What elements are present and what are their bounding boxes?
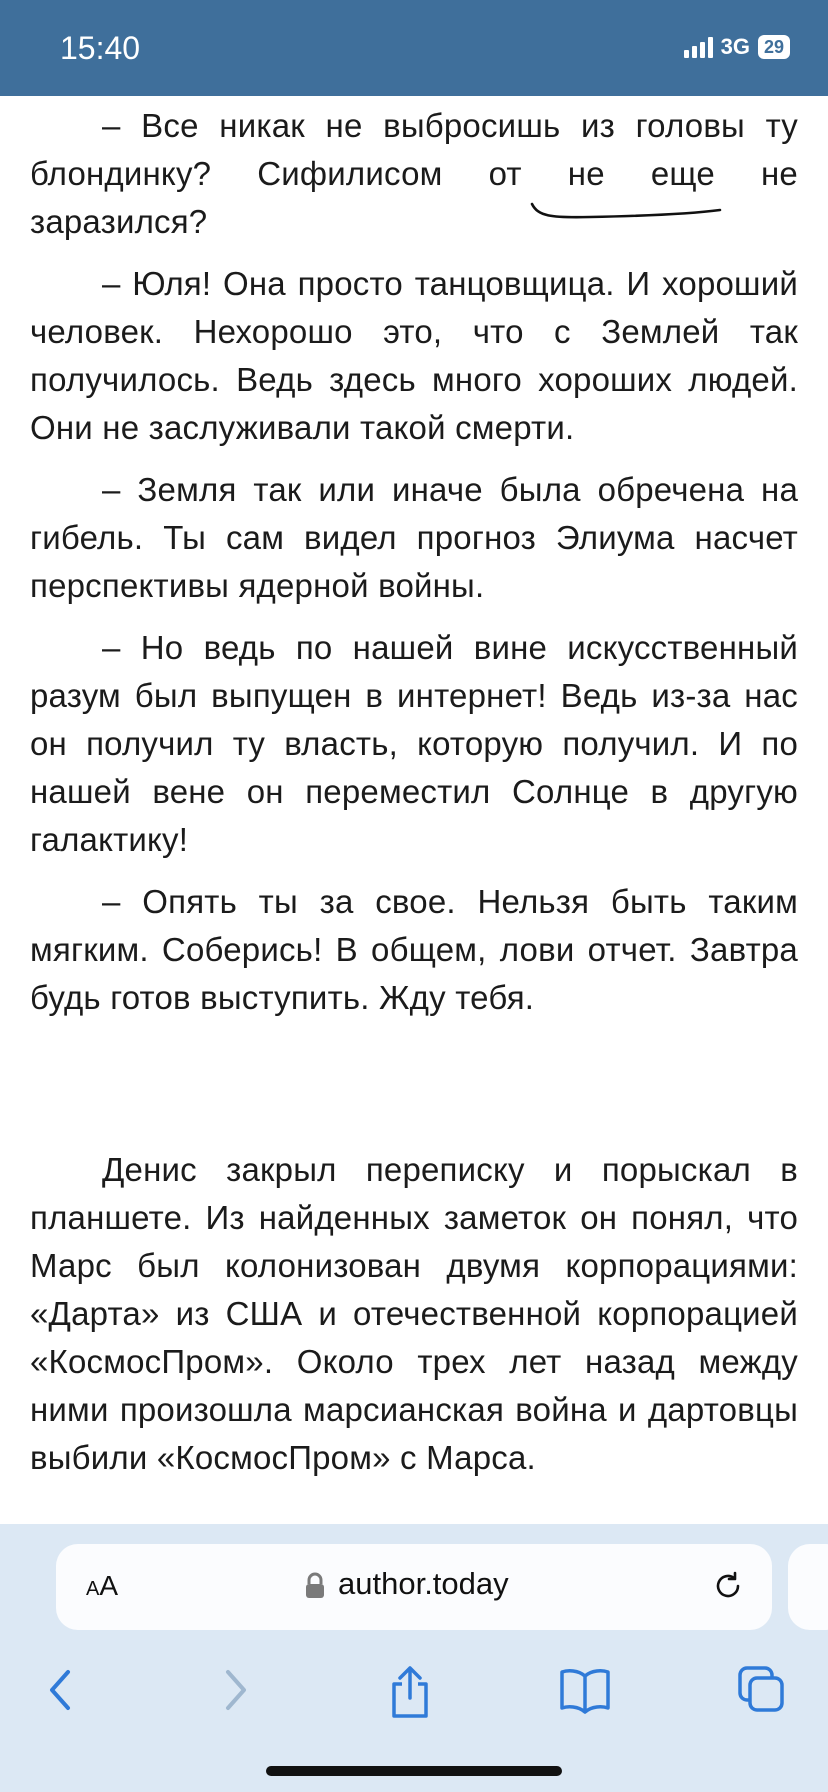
article-content: [30, 96, 798, 1524]
url-text: author.today: [338, 1566, 509, 1601]
browser-toolbar: [0, 1654, 828, 1734]
chevron-right-icon[interactable]: [218, 1664, 254, 1716]
paragraph: – Но ведь по нашей вине искусственный разум был выпущен в интернет! Ведь из-за нас он получил ту власть, которую получил. И по нашей вене он переместил Солнце в другую галактику!: [30, 629, 798, 858]
tabs-icon[interactable]: [736, 1664, 788, 1716]
chevron-left-icon[interactable]: [42, 1664, 78, 1716]
network-type: 3G: [720, 34, 750, 59]
battery-level: 29: [758, 35, 790, 59]
browser-bottom-bar: [0, 1524, 828, 1792]
home-indicator: [266, 1766, 562, 1776]
lock-icon: [304, 1572, 326, 1600]
paragraph: – Юля! Она просто танцовщица. И хороший человек. Нехорошо это, что с Землей так получилось. Ведь здесь много хороших людей. Они не заслуживали такой смерти.: [30, 265, 798, 446]
status-time: 15:40: [60, 30, 141, 66]
paragraph: – Опять ты за свое. Нельзя быть таким мягким. Соберись! В общем, лови отчет. Завтра будь готов выступить. Жду тебя.: [30, 883, 798, 1016]
handwritten-underline-mark: [530, 200, 724, 224]
text-size-button[interactable]: AA: [86, 1570, 119, 1601]
reload-icon[interactable]: [710, 1568, 746, 1604]
paragraph: – Все никак не выбросишь из головы ту блондинку? Сифилисом от не еще не заразился?: [30, 107, 798, 240]
next-tab-peek[interactable]: [788, 1544, 828, 1630]
signal-icon: [684, 36, 713, 58]
paragraph: – Земля так или иначе была обречена на гибель. Ты сам видел прогноз Элиума насчет перспективы ядерной войны.: [30, 471, 798, 604]
status-indicators: [684, 34, 790, 60]
book-icon[interactable]: [558, 1664, 612, 1716]
status-bar: [0, 0, 828, 96]
address-bar[interactable]: [56, 1544, 772, 1630]
paragraph: Денис закрыл переписку и порыскал в планшете. Из найденных заметок он понял, что Марс был колонизован двумя корпорациями: «Дарта» из США и отечественной корпорацией «КосмосПром». Около трех лет назад между ними произошла марсианская война и дартовцы выбили «КосмосПром» с Марса.: [30, 1151, 798, 1476]
share-icon[interactable]: [386, 1664, 434, 1720]
